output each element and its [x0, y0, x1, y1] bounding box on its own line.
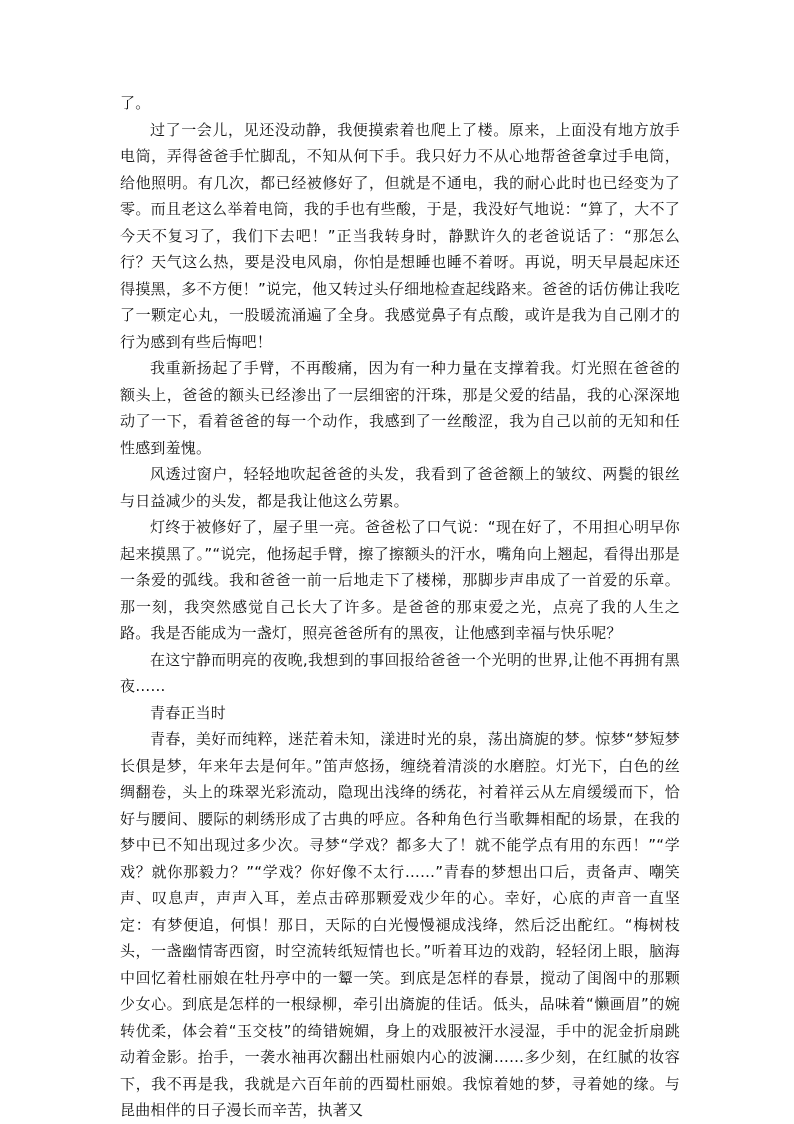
- paragraph-climbing-upstairs: 过了一会儿，见还没动静，我便摸索着也爬上了楼。原来，上面没有地方放手电筒，弄得爸爸手忙脚乱，不知从何下手。我只好力不从心地帮爸爸拿过手电筒，给他照明。有几次，都已经被修好了，但就是不通电，我的耐心此时也已经变为了零。而且老这么举着电筒，我的手也有些酸，于是，我没好气地说：“算了，大不了今天不复习了，我们下去吧！”正当我转身时，静默许久的老爸说话了：“那怎么行？天气这么热，要是没电风扇，你怕是想睡也睡不着呀。再说，明天早晨起床还得摸黑，多不方便！”说完，他又转过头仔细地检查起线路来。爸爸的话仿佛让我吃了一颗定心丸，一股暖流涌遍了全身。我感觉鼻子有点酸，或许是我为自己刚才的行为感到有些后悔吧！: [120, 120, 680, 351]
- paragraph-raising-arm: 我重新扬起了手臂，不再酸痛，因为有一种力量在支撑着我。灯光照在爸爸的额头上，爸爸的额头已经渗出了一层细密的汗珠，那是父爱的结晶，我的心深深地动了一下，看着爸爸的每一个动作，我感到了一丝酸涩，我为自己以前的无知和任性感到羞愧。: [120, 359, 680, 457]
- document-page: [120, 90, 680, 1124]
- paragraph-youth-dream: 青春，美好而纯粹，迷茫着未知，漾进时光的泉，荡出旖旎的梦。惊梦“梦短梦长俱是梦，年来年去是何年。”笛声悠扬，缠绕着清淡的水磨腔。灯光下，白色的丝绸翻卷，头上的珠翠光彩流动，隐现出浅绛的绣花，衬着祥云从左肩缓缓而下，恰好与腰间、腰际的刺绣形成了古典的呼应。各种角色行当歌舞相配的场景，在我的梦中已不知出现过多少次。寻梦“学戏？都多大了！就不能学点有用的东西！”“学戏？就你那毅力？”“学戏？你好像不太行……”青春的梦想出口后，责备声、嘲笑声、叹息声，声声入耳，差点击碎那颗爱戏少年的心。幸好，心底的声音一直坚定：有梦便追，何惧！那日，天际的白光慢慢褪成浅绛，然后泛出酡红。“梅树枝头，一盏幽情寄西窗，时空流转纸短情也长。”听着耳边的戏韵，轻轻闭上眼，脑海中回忆着杜丽娘在牡丹亭中的一颦一笑。到底是怎样的春景，搅动了闺阁中的那颗少女心。到底是怎样的一根绿柳，牵引出旖旎的佳话。低头，品味着“懒画眉”的婉转优柔，体会着“玉交枝”的绮错婉媚，身上的戏服被汗水浸湿，手中的泥金折扇跳动着金影。抬手，一袭水袖再次翻出杜丽娘内心的波澜……多少刻，在红腻的妆容下，我不再是我，我就是六百年前的西蜀杜丽娘。我惊着她的梦，寻着她的缘。与昆曲相伴的日子漫长而辛苦，执著又: [120, 730, 680, 1119]
- paragraph-closing: 在这宁静而明亮的夜晚,我想到的事回报给爸爸一个光明的世界,让他不再拥有黑夜……: [120, 650, 680, 695]
- paragraph-fragment: 了。: [120, 94, 151, 112]
- paragraph-light-fixed: 灯终于被修好了，屋子里一亮。爸爸松了口气说：“现在好了，不用担心明早你起来摸黑了。”“说完，他扬起手臂，擦了擦额头的汗水，嘴角向上翘起，看得出那是一条爱的弧线。我和爸爸一前一后地走下了楼梯，那脚步声串成了一首爱的乐章。那一刻，我突然感觉自己长大了许多。是爸爸的那束爱之光，点亮了我的人生之路。我是否能成为一盏灯，照亮爸爸所有的黑夜，让他感到幸福与快乐呢？: [120, 518, 680, 642]
- paragraph-wind-through-window: 风透过窗户，轻轻地吹起爸爸的头发，我看到了爸爸额上的皱纹、两鬓的银丝与日益减少的头发，都是我让他这么劳累。: [120, 465, 680, 510]
- section-title: 青春正当时: [150, 703, 227, 722]
